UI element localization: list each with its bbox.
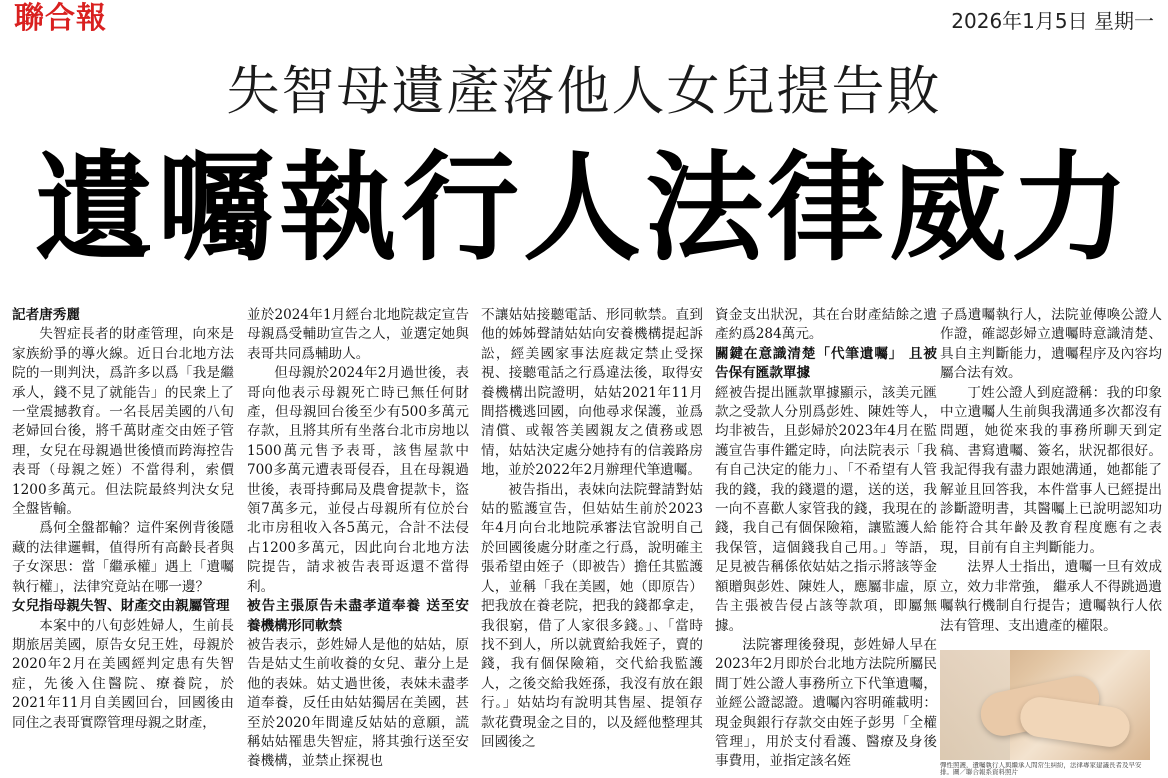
article-column-4 [715, 306, 937, 772]
paragraph: 子爲遺囑執行人，法院並傳喚公證人作證，確認彭婦立遺囑時意識清楚、具自主判斷能力，遺囑程序及內容均屬合法有效。 [940, 307, 1162, 382]
masthead-logo: 聯合報 [14, 1, 107, 36]
paragraph: 經被告提出匯款單據顯示，該美元匯款之受款人分別爲彭姓、陳姓等人，均非被告，且彭婦於2023年4月在監護宣告事件鑑定時，向法院表示「我有自己決定的能力」、「不希望有人管我的錢，我的錢還的還，送的送，我一向不喜歡人家管我的錢，我現在的錢，我自己有個保險箱，讓監護人給我保管，這個錢我自己用。」等語，足見被告稱係依姑姑之指示將該等金額贈與彭姓、陳姓人，應屬非虛，原告主張被告侵占該等款項，即屬無據。 [715, 384, 937, 634]
publication-date: 2026年1月5日 星期一 [951, 9, 1154, 33]
paragraph: 但母親於2024年2月過世後，表哥向他表示母親死亡時已無任何財產，但母親回台後至少有500多萬元存款，且將其所有坐落台北市房地以1500萬元售予表哥，該售屋款中700多萬元遭表哥侵吞，且在母親過世後，表哥持郵局及農會提款卡，盜領7萬多元，並侵占母親所有位於台北市房租收入各5萬元，合計不法侵占1200多萬元，因此向台北地方法院提告，請求被告表哥返還不當得利。 [247, 365, 469, 595]
paragraph: 本案中的八旬彭姓婦人，生前長期旅居美國，原告女兒王姓，母親於2020年2月在美國經判定患有失智症，先後入住醫院、療養院，於2021年11月自美國回台，回國後由同住之表哥實際管理母親之財產， [12, 617, 234, 731]
photo-caption: 彈性照護，遺囑執行人與繼承人間常生糾紛，法律專家建議長者及早安排。圖／聯合報系資料照片 [940, 762, 1142, 776]
article-column-5 [940, 306, 1162, 646]
paragraph: 並於2024年1月經台北地院裁定宣告母親爲受輔助宣告之人，並選定她與表哥共同爲輔助人。 [247, 307, 469, 362]
paragraph: 失智症長者的財產管理，向來是家族紛爭的導火線。近日台北地方法院的一則判決，爲許多以爲「我是繼承人，錢不見了就能告」的民衆上了一堂震撼教育。一名長居美國的八旬老婦回台後，將千萬財產交由姪子管理，女兒在母親過世後憤而跨海控告表哥（母親之姪）不當得利，索價1200多萬元。但法院最終判決女兒全盤皆輸。 [12, 326, 234, 518]
main-headline: 遺囑執行人法律威力 [34, 139, 1133, 277]
subheadline: 失智母遺產落他人女兒提告敗 [226, 61, 942, 122]
paragraph: 法界人士指出，遺囑一旦有效成立，效力非常強， 繼承人不得跳過遺囑執行機制自行提告；遺囑執行人依法有管理、支出遺產的權限。 [940, 559, 1162, 634]
hand-shape [1018, 695, 1132, 750]
article-column-1 [12, 306, 234, 772]
section-subheading: 關鍵在意識清楚「代筆遺囑」 且被告保有匯款單據 [715, 345, 937, 382]
section-subheading: 被告主張原告未盡孝道奉養 送至安養機構形同軟禁 [247, 598, 469, 634]
paragraph: 爲何全盤都輸？這件案例背後隱藏的法律邏輯，值得所有高齡長者與子女深思：當「繼承權」遇上「遺囑執行權」，法律究竟站在哪一邊？ [12, 520, 234, 595]
byline: 記者唐秀麗 [12, 307, 80, 323]
paragraph: 法院審理後發現，彭姓婦人早在2023年2月即於台北地方法院所屬民間丁姓公證人事務所立下代筆遺囑，並經公證認證。遺囑內容明確載明：現金與銀行存款交由姪子彭男「全權管理」，用於支付看護、醫療及身後事費用，並指定該名姪 [715, 636, 937, 770]
article-column-3 [481, 306, 703, 772]
paragraph: 丁姓公證人到庭證稱：我的印象中立遺囑人生前與我溝通多次都沒有問題，她從來我的事務所聊天到定稿、書寫遺囑、簽名，狀況都很好。我記得我有盡力跟她溝通，她都能了解並且回答我，本件當事人已經提出診斷證明書，其醫囑上已說明認知功能符合其年齡及教育程度應有之表現，目前有自主判斷能力。 [940, 384, 1162, 556]
paragraph: 被告表示，彭姓婦人是他的姑姑，原告是姑丈生前收養的女兒、輩分上是他的表妹。姑丈過世後，表妹未盡孝道奉養，反任由姑姑獨居在美國，甚至於2020年間違反姑姑的意願，謊稱姑姑罹患失智症，將其強行送至安養機構，並禁止探視也 [247, 636, 469, 770]
article-photo [940, 650, 1150, 760]
paragraph: 資金支出狀況，其在台財產結餘之遺產約爲284萬元。 [715, 307, 937, 343]
paragraph: 不讓姑姑接聽電話、形同軟禁。直到他的姊姊聲請姑姑向安養機構提起訴訟，經美國家事法庭裁定禁止受探視、接聽電話之行爲違法後，取得安養機構出院證明，姑姑2021年11月間搭機逃回國，向他尋求保護，並爲清償、或報答美國親友之債務或恩情，姑姑決定處分她持有的信義路房地，並於2022年2月辦理代筆遺囑。 [481, 307, 703, 479]
paragraph: 被告指出，表妹向法院聲請對姑姑的監護宣告，但姑姑生前於2023年4月向台北地院承審法官說明自己於回國後處分財產之行爲，說明確主張希望由姪子（即被告）擔任其監護人，並稱「我在美國，她（即原告）把我放在養老院，把我的錢都拿走，我很窮，借了人家很多錢。」、「當時找不到人，所以就賣給我姪子，賣的錢，我有個保險箱，交代給我監護人，之後交給我姪孫，我沒有放在銀行。」姑姑均有說明其售屋、提領存款花費現金之目的，以及經他整理其回國後之 [481, 481, 703, 750]
section-subheading: 女兒指母親失智、財產交由親屬管理 [12, 598, 230, 615]
article-column-2 [247, 306, 469, 772]
